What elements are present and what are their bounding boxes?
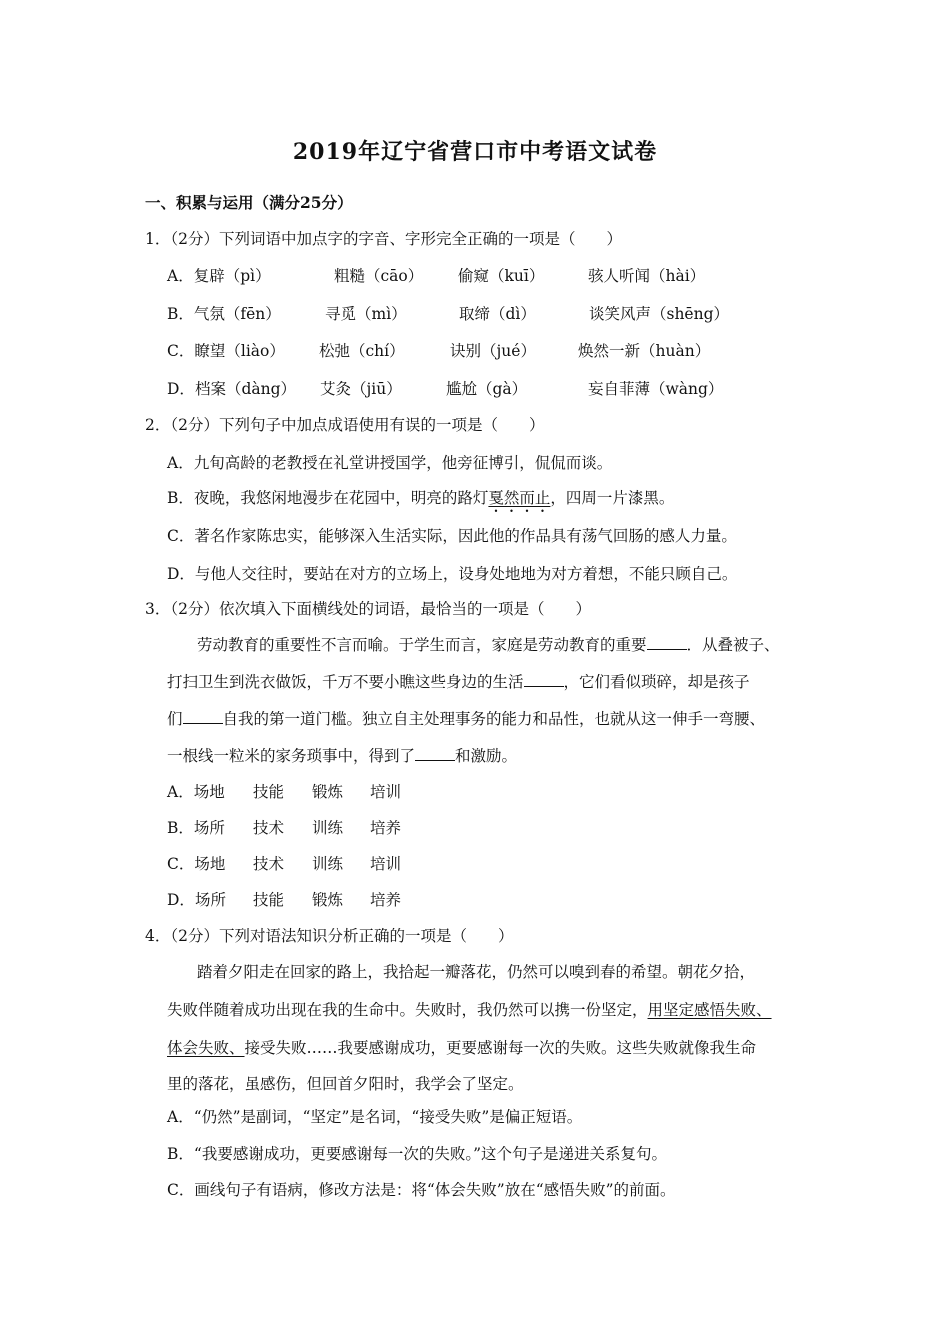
q4-passage-line — [167, 998, 772, 1020]
option-item: 松弛（chí） — [319, 342, 405, 360]
fill-blank — [415, 746, 455, 761]
option-item: 寻觅（mì） — [325, 305, 407, 323]
option-letter: B． — [167, 305, 194, 323]
option-item: 谈笑风声（shēng） — [589, 305, 730, 323]
q4-passage-line — [167, 1036, 756, 1058]
option-item: 场所 — [193, 819, 225, 837]
q4-option-c: C．画线句子有语病，修改方法是：将“体会失败”放在“感悟失败”的前面。 — [167, 1181, 676, 1199]
passage-text: 们 — [167, 710, 183, 728]
q2-option-d: D．与他人交往时，要站在对方的立场上，设身处地地为对方着想，不能只顾自己。 — [167, 565, 738, 583]
q3-passage-line — [167, 707, 765, 729]
option-item: 技术 — [253, 855, 285, 873]
passage-text: 自我的第一道门槛。独立自主处理事务的能力和品性，也就从这一伸手一弯腰、 — [222, 710, 766, 728]
option-item: 粗糙（cāo） — [334, 267, 424, 285]
option-item: 培训 — [370, 783, 402, 801]
underlined-sentence: 体会失败、 — [167, 1039, 245, 1057]
q3-option-a — [167, 780, 402, 802]
option-item: 场地 — [194, 855, 226, 873]
option-item: 锻炼 — [312, 891, 344, 909]
option-item: 场地 — [193, 783, 225, 801]
option-item: 档案（dàng） — [194, 380, 297, 398]
page-title: 2019年辽宁省营口市中考语文试卷 — [292, 139, 658, 165]
option-item: 诀别（jué） — [450, 342, 536, 360]
option-letter: A． — [167, 267, 194, 285]
q2-option-c: C．著名作家陈忠实，能够深入生活实际，因此他的作品具有荡气回肠的感人力量。 — [167, 527, 737, 545]
idiom-underlined: 戛然而止 — [488, 489, 551, 507]
option-item: 技术 — [253, 819, 285, 837]
option-text: B．夜晚，我悠闲地漫步在花园中，明亮的路灯 — [167, 489, 489, 507]
option-item: 艾灸（jiū） — [320, 380, 402, 398]
q3-passage-line — [167, 744, 517, 766]
option-item: 场所 — [194, 891, 226, 909]
option-item: 培养 — [370, 819, 402, 837]
q3-passage-line — [197, 633, 780, 655]
passage-text: 劳动教育的重要性不言而喻。于学生而言，家庭是劳动教育的重要 — [197, 636, 647, 654]
option-item: 训练 — [312, 855, 344, 873]
fill-blank — [183, 709, 223, 724]
option-letter: B． — [167, 819, 194, 837]
passage-text: 接受失败……我要感谢成功，更要感谢每一次的失败。这些失败就像我生命 — [244, 1039, 757, 1057]
option-letter: D． — [167, 380, 195, 398]
option-item: 技能 — [253, 891, 285, 909]
q1-option-d — [167, 377, 724, 399]
q4-option-a: A．“仍然”是副词，“坚定”是名词，“接受失败”是偏正短语。 — [167, 1108, 583, 1126]
q3-passage-line — [167, 670, 750, 692]
q1-option-b — [167, 302, 730, 324]
q1-option-a — [167, 264, 706, 286]
option-item: 尴尬（gà） — [446, 380, 528, 398]
q4-passage-line: 踏着夕阳走在回家的路上，我拾起一瓣落花，仍然可以嗅到春的希望。朝花夕拾， — [197, 963, 756, 981]
q3-option-b — [167, 816, 402, 838]
q2-option-a: A．九旬高龄的老教授在礼堂讲授国学，他旁征博引，侃侃而谈。 — [167, 454, 613, 472]
option-letter: C． — [167, 855, 195, 873]
option-item: 复辟（pì） — [193, 267, 271, 285]
question-2-stem: 2．（2分）下列句子中加点成语使用有误的一项是（ ） — [145, 416, 545, 434]
option-letter: C． — [167, 342, 195, 360]
fill-blank — [524, 672, 564, 687]
question-3-stem: 3．（2分）依次填入下面横线处的词语，最恰当的一项是（ ） — [145, 600, 591, 618]
passage-text: 一根线一粒米的家务琐事中，得到了 — [167, 747, 416, 765]
passage-text: 打扫卫生到洗衣做饭，千万不要小瞧这些身边的生活 — [167, 673, 524, 691]
passage-text: 和激励。 — [455, 747, 518, 765]
option-item: 取缔（dì） — [459, 305, 536, 323]
option-text: ，四周一片漆黑。 — [550, 489, 675, 507]
option-item: 技能 — [253, 783, 285, 801]
option-item: 培训 — [370, 855, 402, 873]
q1-option-c — [167, 339, 711, 361]
question-4-stem: 4．（2分）下列对语法知识分析正确的一项是（ ） — [145, 927, 514, 945]
option-item: 焕然一新（huàn） — [578, 342, 711, 360]
underlined-sentence: 用坚定感悟失败、 — [647, 1001, 772, 1019]
option-item: 训练 — [312, 819, 344, 837]
option-item: 锻炼 — [312, 783, 344, 801]
option-item: 瞭望（liào） — [194, 342, 285, 360]
section-heading: 一、积累与运用（满分25分） — [145, 193, 353, 212]
q2-option-b — [167, 486, 674, 516]
option-item: 培养 — [370, 891, 402, 909]
q3-option-d — [167, 888, 402, 910]
q4-option-b: B．“我要感谢成功，更要感谢每一次的失败。”这个句子是递进关系复句。 — [167, 1145, 667, 1163]
passage-text: ，它们看似琐碎，却是孩子 — [563, 673, 750, 691]
passage-text: 失败伴随着成功出现在我的生命中。失败时，我仍然可以携一份坚定， — [167, 1001, 648, 1019]
option-item: 偷窥（kuī） — [458, 267, 545, 285]
q4-passage-line: 里的落花，虽感伤，但回首夕阳时，我学会了坚定。 — [167, 1075, 524, 1093]
q3-option-c — [167, 852, 402, 874]
passage-text: ．从叠被子、 — [686, 636, 780, 654]
fill-blank — [647, 635, 687, 650]
option-item: 妄自菲薄（wàng） — [588, 380, 724, 398]
option-item: 气氛（fēn） — [193, 305, 281, 323]
option-letter: D． — [167, 891, 195, 909]
option-letter: A． — [167, 783, 194, 801]
option-item: 骇人听闻（hài） — [588, 267, 706, 285]
question-1-stem: 1．（2分）下列词语中加点字的字音、字形完全正确的一项是（ ） — [145, 230, 622, 248]
